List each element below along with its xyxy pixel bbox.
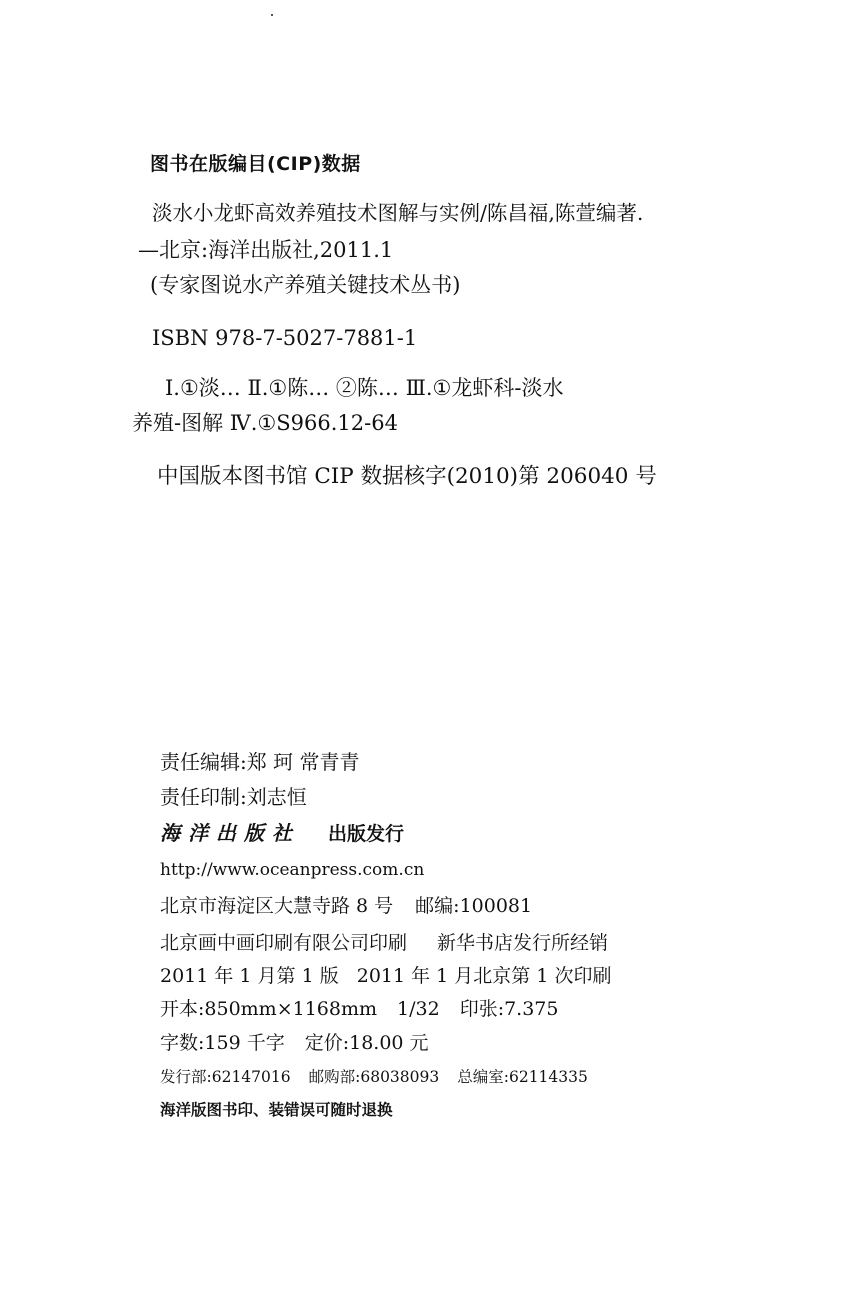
credit-editors xyxy=(160,752,359,772)
cip-isbn: ISBN 978-7-5027-7881-1 xyxy=(152,326,418,350)
cip-series-line: (专家图说水产养殖关键技术丛书) xyxy=(150,273,461,297)
editors-value: 郑 珂 常青青 xyxy=(246,750,360,774)
printer: 北京画中画印刷有限公司印刷 xyxy=(160,932,408,954)
phone-editorial: 总编室:62114335 xyxy=(457,1068,588,1086)
phones-line xyxy=(160,1070,588,1086)
distributor: 新华书店发行所经销 xyxy=(437,932,609,954)
printing-value: 刘志恒 xyxy=(246,785,307,809)
publisher-url: http://www.oceanpress.com.cn xyxy=(160,860,425,880)
edition: 2011 年 1 月第 1 版 xyxy=(160,965,339,987)
phone-distribution: 发行部:62147016 xyxy=(160,1068,291,1086)
credit-printing xyxy=(160,787,307,807)
editors-label: 责任编辑: xyxy=(160,750,247,774)
edition-line xyxy=(160,967,611,986)
cip-publisher-line: —北京:海洋出版社,2011.1 xyxy=(138,238,394,262)
format-line xyxy=(160,1000,558,1019)
sheets: 印张:7.375 xyxy=(459,998,559,1020)
cip-record: 中国版本图书馆 CIP 数据核字(2010)第 206040 号 xyxy=(157,464,657,489)
cip-classification-line-1: Ⅰ.①淡… Ⅱ.①陈… ②陈… Ⅲ.①龙虾科-淡水 xyxy=(165,376,564,400)
publisher-logo: 海洋出版社 xyxy=(160,821,300,845)
phone-mailorder: 邮购部:68038093 xyxy=(308,1068,440,1086)
address: 北京市海淀区大慧寺路 8 号 xyxy=(160,895,394,917)
printing-impression: 2011 年 1 月北京第 1 次印刷 xyxy=(356,965,612,987)
printing-label: 责任印制: xyxy=(160,785,247,809)
address-line xyxy=(160,897,532,916)
cip-classification-line-2: 养殖-图解 Ⅳ.①S966.12-64 xyxy=(132,411,398,435)
return-notice: 海洋版图书印、装错误可随时退换 xyxy=(160,1101,393,1119)
format: 开本:850mm×1168mm xyxy=(160,998,378,1020)
price: 定价:18.00 元 xyxy=(304,1032,429,1054)
wordcount: 字数:159 千字 xyxy=(160,1032,285,1054)
postcode: 邮编:100081 xyxy=(415,895,533,917)
cip-title-line: 淡水小龙虾高效养殖技术图解与实例/陈昌福,陈萱编著. xyxy=(152,201,644,225)
cip-heading: 图书在版编目(CIP)数据 xyxy=(150,153,361,175)
fold: 1/32 xyxy=(397,998,440,1020)
wordcount-line xyxy=(160,1034,429,1053)
scan-speck xyxy=(271,14,273,16)
publisher-action: 出版发行 xyxy=(328,823,405,845)
credit-publisher xyxy=(160,823,404,844)
printer-line xyxy=(160,934,608,953)
